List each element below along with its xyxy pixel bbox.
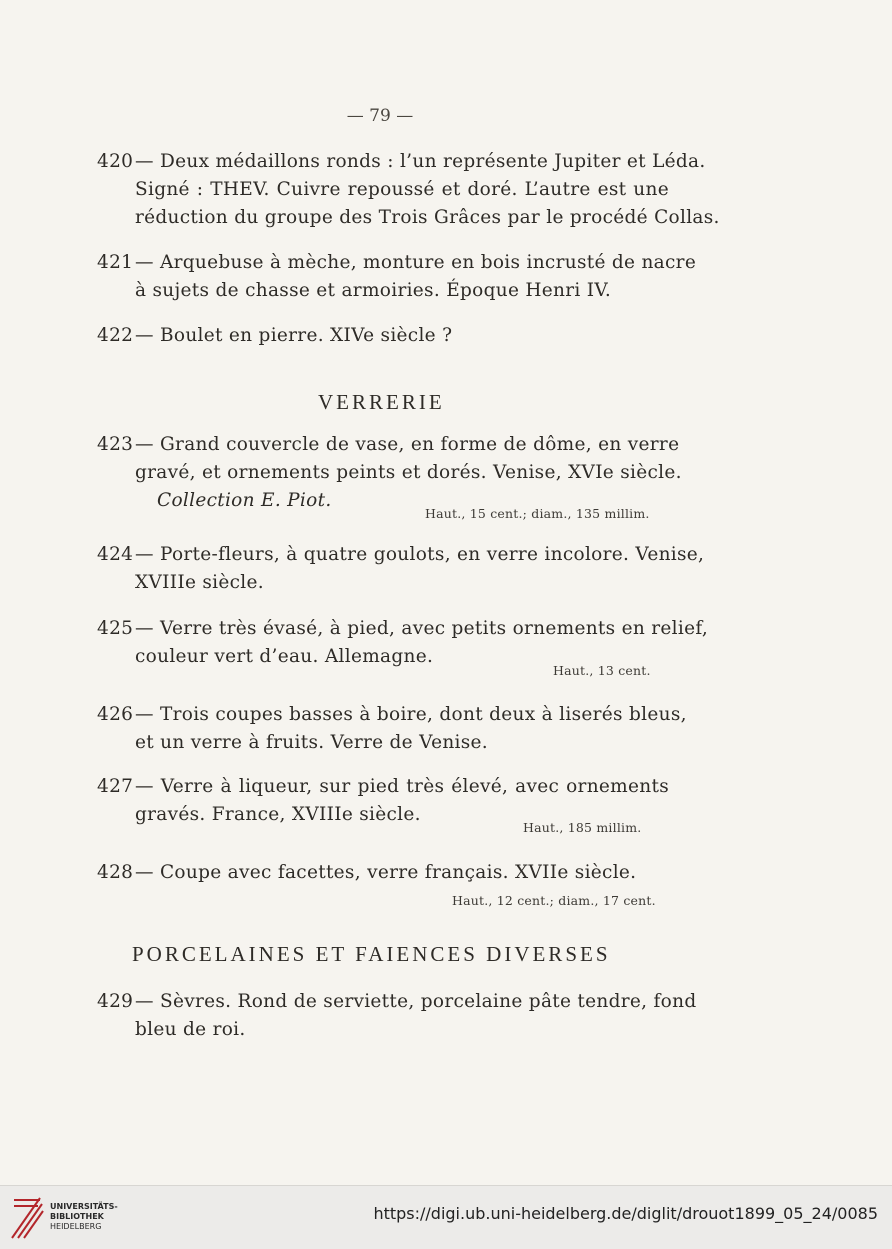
entry-line: — Trois coupes basses à boire, dont deux à liserés bleus, <box>135 704 687 725</box>
entry-line: — Coupe avec facettes, verre français. XVIIe siècle. <box>135 862 637 883</box>
section-heading-verrerie: VERRERIE <box>318 390 445 414</box>
catalog-entry-429 <box>97 988 697 1044</box>
entry-line: à sujets de chasse et armoiries. Époque Henri IV. <box>135 280 612 301</box>
library-name <box>50 1202 118 1232</box>
page-number: — 79 — <box>346 106 414 126</box>
entry-number: 428 <box>97 862 134 883</box>
catalog-entry-426 <box>97 701 687 757</box>
entry-number: 422 <box>97 325 134 346</box>
catalog-entry-428 <box>97 859 669 887</box>
dimensions: Haut., 185 millim. <box>523 820 642 835</box>
catalog-entry-424 <box>97 541 705 597</box>
entry-line: Collection E. Piot. <box>157 490 332 511</box>
entry-line: gravé, et ornements peints et dorés. Venise, XVIe siècle. <box>135 462 682 483</box>
dimensions: Haut., 12 cent.; diam., 17 cent. <box>452 893 656 908</box>
entry-line: couleur vert d’eau. Allemagne. <box>135 646 434 667</box>
entry-line: — Verre à liqueur, sur pied très élevé, avec ornements <box>135 776 669 797</box>
entry-line: — Grand couvercle de vase, en forme de dôme, en verre <box>135 434 680 455</box>
catalog-entry-423 <box>97 431 682 515</box>
entry-line: et un verre à fruits. Verre de Venise. <box>135 732 488 753</box>
entry-line: Signé : THEV. Cuivre repoussé et doré. L’autre est une <box>135 179 669 200</box>
entry-line: — Deux médaillons ronds : l’un représente Jupiter et Léda. <box>135 151 706 172</box>
library-name-line: UNIVERSITÄTS- <box>50 1202 118 1211</box>
catalog-entry-422 <box>97 322 669 350</box>
dimensions: Haut., 13 cent. <box>553 663 651 678</box>
permalink-url[interactable]: https://digi.ub.uni-heidelberg.de/diglit/drouot1899_05_24/0085 <box>373 1204 878 1223</box>
entry-number: 420 <box>97 151 134 172</box>
entry-number: 424 <box>97 544 134 565</box>
section-heading-porcelaines: PORCELAINES ET FAIENCES DIVERSES <box>132 942 611 966</box>
entry-line: gravés. France, XVIIIe siècle. <box>135 804 421 825</box>
university-library-logo-icon <box>10 1194 44 1240</box>
entry-number: 425 <box>97 618 134 639</box>
entry-line: — Porte-fleurs, à quatre goulots, en verre incolore. Venise, <box>135 544 705 565</box>
entry-line: — Boulet en pierre. XIVe siècle ? <box>135 325 453 346</box>
dimensions: Haut., 15 cent.; diam., 135 millim. <box>425 506 650 521</box>
catalog-entry-420 <box>97 148 720 232</box>
entry-number: 421 <box>97 252 134 273</box>
entry-number: 427 <box>97 776 134 797</box>
entry-line: réduction du groupe des Trois Grâces par le procédé Collas. <box>135 207 720 228</box>
entry-line: — Verre très évasé, à pied, avec petits ornements en relief, <box>135 618 709 639</box>
library-name-line: BIBLIOTHEK <box>50 1212 104 1221</box>
entry-number: 423 <box>97 434 134 455</box>
entry-line: bleu de roi. <box>135 1019 246 1040</box>
entry-line: XVIIIe siècle. <box>135 572 264 593</box>
entry-number: 426 <box>97 704 134 725</box>
catalog-entry-421 <box>97 249 697 305</box>
entry-line: — Sèvres. Rond de serviette, porcelaine pâte tendre, fond <box>135 991 697 1012</box>
entry-line: — Arquebuse à mèche, monture en bois incrusté de nacre <box>135 252 697 273</box>
footer-bar <box>0 1185 892 1249</box>
entry-number: 429 <box>97 991 134 1012</box>
library-name-line: HEIDELBERG <box>50 1222 102 1231</box>
